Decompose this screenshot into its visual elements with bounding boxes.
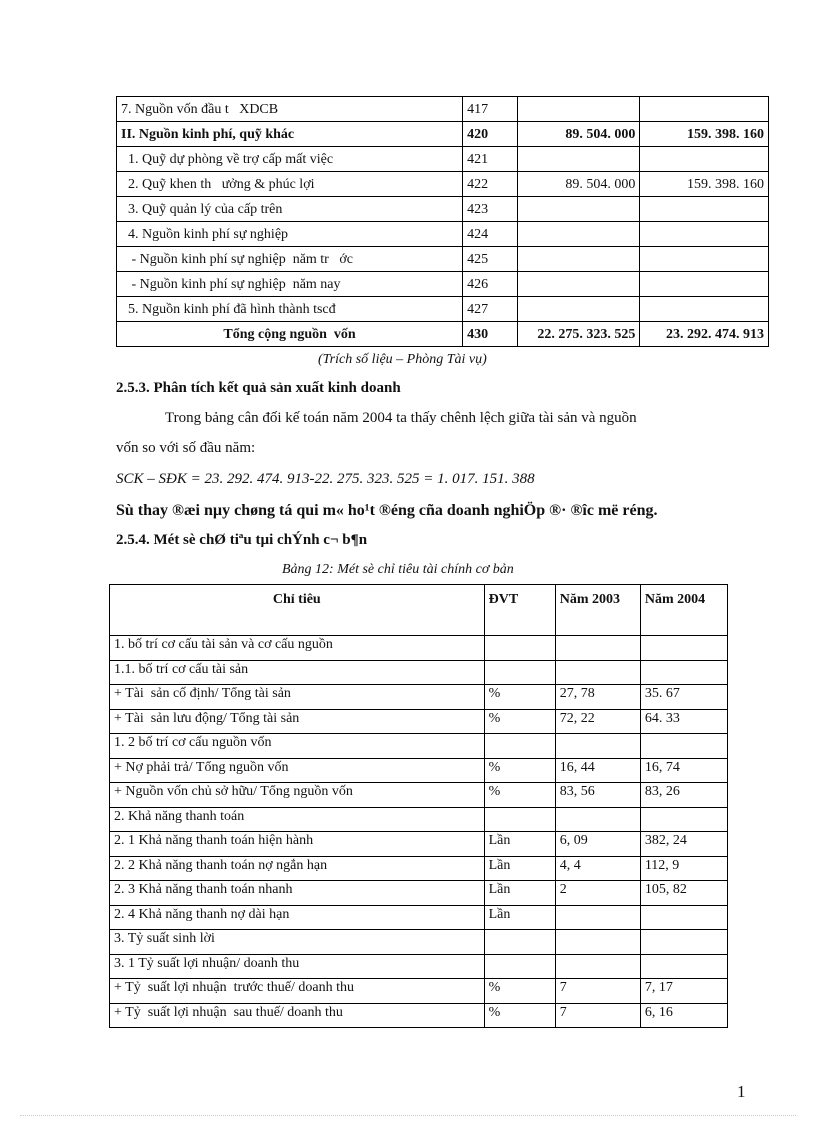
table-row [110,709,728,734]
row-end-value: 159. 398. 160 [640,172,769,197]
row-start-value: 89. 504. 000 [517,172,640,197]
row-indicator: + Tỷ suất lợi nhuận sau thuế/ doanh thu [110,1003,485,1028]
table-row [110,660,728,685]
row-unit [484,636,555,661]
table-row [117,122,769,147]
table-row [117,322,769,347]
table-row [117,272,769,297]
table-row [110,832,728,857]
row-indicator: + Tỷ suất lợi nhuận trước thuế/ doanh thu [110,979,485,1004]
row-value-2003 [555,905,640,930]
row-value-2004: 6, 16 [640,1003,727,1028]
table-row [117,97,769,122]
header-unit: ĐVT [484,585,555,636]
row-indicator: 1. bố trí cơ cấu tài sản và cơ cấu nguồn [110,636,485,661]
row-value-2003 [555,636,640,661]
row-indicator: 2. 4 Khả năng thanh nợ dài hạn [110,905,485,930]
paragraph-line-2: vốn so với số đầu năm: [116,440,256,456]
row-end-value: 159. 398. 160 [640,122,769,147]
row-unit: % [484,709,555,734]
row-value-2003 [555,930,640,955]
row-value-2004 [640,930,727,955]
row-value-2004 [640,954,727,979]
row-indicator: + Tài sản lưu động/ Tổng tài sản [110,709,485,734]
row-value-2003: 6, 09 [555,832,640,857]
capital-sources-table [116,96,769,347]
table-row [110,685,728,710]
row-value-2003: 7 [555,979,640,1004]
table-row [117,247,769,272]
conclusion: Sù thay ®æi nµy chøng tá qui m« ho¹t ®éng cña doanh nghiÖp ®· ®îc më réng. [116,502,658,519]
row-indicator: + Nợ phải trả/ Tổng nguồn vốn [110,758,485,783]
row-indicator: 2. 3 Khả năng thanh toán nhanh [110,881,485,906]
section-heading-254: 2.5.4. Mét sè chØ tiªu tµi chÝnh c¬ b¶n [116,532,368,548]
row-value-2004: 7, 17 [640,979,727,1004]
section-heading-253: 2.5.3. Phân tích kết quả sản xuất kinh doanh [116,380,401,396]
row-code: 421 [463,147,518,172]
row-label: - Nguồn kinh phí sự nghiệp năm nay [117,272,463,297]
row-label: - Nguồn kinh phí sự nghiệp năm tr ớc [117,247,463,272]
row-value-2003: 83, 56 [555,783,640,808]
table-row [117,147,769,172]
table-row [110,930,728,955]
row-label: 4. Nguồn kinh phí sự nghiệp [117,222,463,247]
row-code: 427 [463,297,518,322]
row-unit: % [484,685,555,710]
row-value-2004 [640,807,727,832]
row-value-2004 [640,905,727,930]
row-value-2003: 27, 78 [555,685,640,710]
table-row [110,1003,728,1028]
row-label: 7. Nguồn vốn đầu t XDCB [117,97,463,122]
table-row [110,734,728,759]
row-unit: % [484,979,555,1004]
row-start-value [517,247,640,272]
header-indicator: Chỉ tiêu [110,585,485,636]
row-indicator: 3. 1 Tỷ suất lợi nhuận/ doanh thu [110,954,485,979]
row-label: 2. Quỹ khen th ưởng & phúc lợi [117,172,463,197]
row-code: 425 [463,247,518,272]
row-end-value [640,272,769,297]
row-unit [484,954,555,979]
row-start-value [517,147,640,172]
row-indicator: 1. 2 bố trí cơ cấu nguồn vốn [110,734,485,759]
row-start-value: 22. 275. 323. 525 [517,322,640,347]
row-value-2003 [555,660,640,685]
row-value-2003 [555,734,640,759]
row-unit [484,734,555,759]
footer-divider [20,1115,796,1116]
row-unit: Lần [484,832,555,857]
row-unit [484,807,555,832]
table-row [110,954,728,979]
table-row [110,979,728,1004]
row-value-2003: 7 [555,1003,640,1028]
row-end-value: 23. 292. 474. 913 [640,322,769,347]
row-value-2004: 112, 9 [640,856,727,881]
row-unit [484,660,555,685]
row-value-2004: 64. 33 [640,709,727,734]
row-unit [484,930,555,955]
header-year-2004: Năm 2004 [640,585,727,636]
row-value-2004: 382, 24 [640,832,727,857]
row-value-2004 [640,636,727,661]
row-start-value: 89. 504. 000 [517,122,640,147]
row-unit: Lần [484,856,555,881]
row-start-value [517,197,640,222]
row-code: 423 [463,197,518,222]
row-value-2003 [555,954,640,979]
row-end-value [640,222,769,247]
table-row [110,636,728,661]
row-value-2004: 16, 74 [640,758,727,783]
row-code: 430 [463,322,518,347]
row-indicator: + Tài sản cố định/ Tổng tài sản [110,685,485,710]
row-value-2004 [640,734,727,759]
table2-caption: Bảng 12: Mét sè chỉ tiêu tài chính cơ bản [282,562,514,577]
row-indicator: + Nguồn vốn chủ sở hữu/ Tổng nguồn vốn [110,783,485,808]
row-value-2004: 105, 82 [640,881,727,906]
row-code: 422 [463,172,518,197]
row-code: 417 [463,97,518,122]
row-label: 5. Nguồn kinh phí đã hình thành tscđ [117,297,463,322]
row-label: II. Nguồn kinh phí, quỹ khác [117,122,463,147]
row-code: 424 [463,222,518,247]
page-number: 1 [737,1082,746,1101]
row-value-2003: 72, 22 [555,709,640,734]
row-label: Tổng cộng nguồn vốn [117,322,463,347]
row-value-2004: 83, 26 [640,783,727,808]
row-indicator: 2. 2 Khả năng thanh toán nợ ngắn hạn [110,856,485,881]
row-end-value [640,247,769,272]
row-value-2003: 16, 44 [555,758,640,783]
financial-indicators-table [109,584,728,1028]
row-value-2003 [555,807,640,832]
table-row [110,807,728,832]
row-start-value [517,222,640,247]
row-value-2003: 4, 4 [555,856,640,881]
table-row [110,905,728,930]
table-row [117,172,769,197]
row-unit: % [484,783,555,808]
header-year-2003: Năm 2003 [555,585,640,636]
row-unit: % [484,758,555,783]
row-end-value [640,147,769,172]
row-indicator: 2. 1 Khả năng thanh toán hiện hành [110,832,485,857]
source-note: (Trích số liệu – Phòng Tài vụ) [318,352,487,367]
table-row [110,783,728,808]
table-row [110,758,728,783]
row-end-value [640,97,769,122]
row-unit: Lần [484,881,555,906]
row-code: 426 [463,272,518,297]
row-start-value [517,297,640,322]
row-value-2003: 2 [555,881,640,906]
row-indicator: 2. Khả năng thanh toán [110,807,485,832]
row-end-value [640,297,769,322]
row-value-2004 [640,660,727,685]
formula: SCK – SĐK = 23. 292. 474. 913-22. 275. 323. 525 = 1. 017. 151. 388 [116,471,535,487]
table-row [117,197,769,222]
row-end-value [640,197,769,222]
row-start-value [517,97,640,122]
table-row [110,881,728,906]
row-label: 3. Quỹ quản lý của cấp trên [117,197,463,222]
table-row [110,856,728,881]
row-code: 420 [463,122,518,147]
row-start-value [517,272,640,297]
row-indicator: 3. Tỷ suất sinh lời [110,930,485,955]
row-unit: % [484,1003,555,1028]
table-header-row [110,585,728,636]
paragraph-line-1: Trong bảng cân đối kế toán năm 2004 ta thấy chênh lệch giữa tài sản và nguồn [165,410,637,426]
row-indicator: 1.1. bố trí cơ cấu tài sản [110,660,485,685]
row-unit: Lần [484,905,555,930]
table-row [117,297,769,322]
row-label: 1. Quỹ dự phòng về trợ cấp mất việc [117,147,463,172]
table-row [117,222,769,247]
row-value-2004: 35. 67 [640,685,727,710]
